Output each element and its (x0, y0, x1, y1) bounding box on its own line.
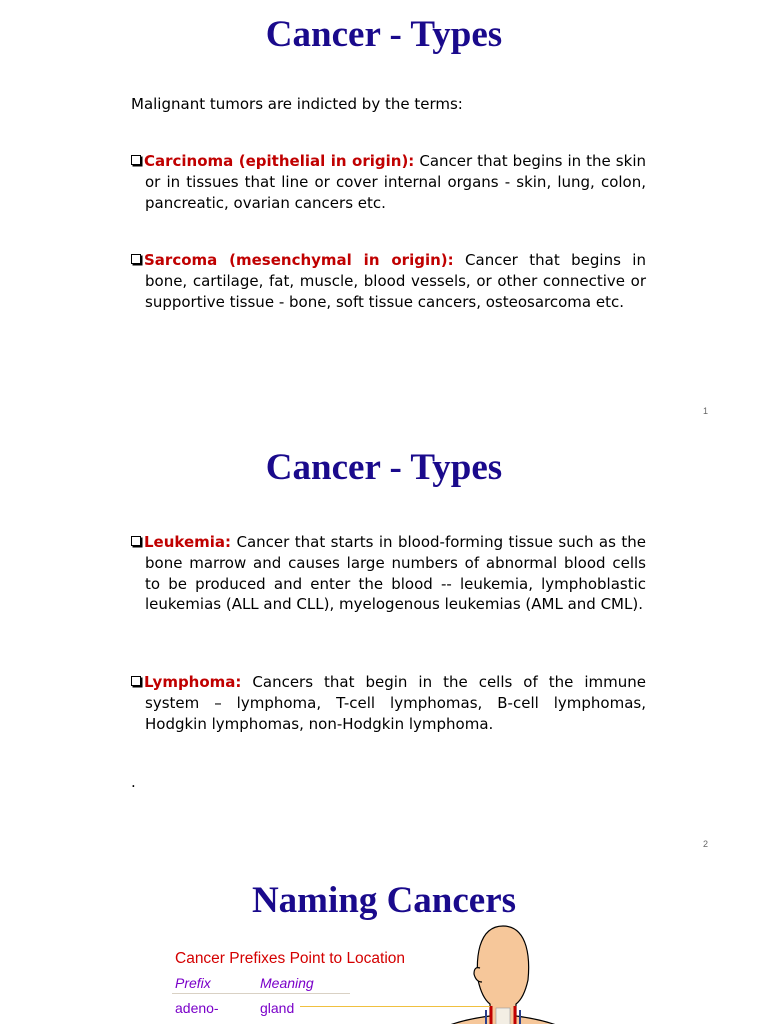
slide-title: Cancer - Types (265, 14, 503, 55)
slide-3 (0, 866, 768, 1024)
bullet-lymphoma (131, 672, 646, 734)
pointer-line (300, 1006, 490, 1007)
bullet-term: Leukemia: (144, 533, 232, 551)
bullet-term: Lymphoma: (144, 673, 242, 691)
bullet-carcinoma (131, 151, 646, 213)
slide-2 (0, 433, 768, 866)
page-number: 2 (702, 839, 708, 849)
bullet-text: Cancer that begins in bone, cartilage, fat, muscle, blood vessels, or other connective or supportive tissue - bone, soft tissue cancers, osteosarcoma etc. (145, 251, 646, 311)
bullet-leukemia (131, 532, 646, 615)
trailing-dot: . (131, 773, 136, 791)
checkbox-bullet-icon (131, 676, 141, 686)
checkbox-bullet-icon (131, 155, 141, 165)
slide-title: Naming Cancers (251, 880, 517, 921)
bullet-text: Cancer that starts in blood-forming tissue such as the bone marrow and causes large numbers of abnormal blood cells to be produced and enter the blood -- leukemia, lymphoblastic leukemias (ALL and CLL), myelogenous leukemias (AML and CML). (145, 533, 646, 614)
bullet-term: Carcinoma (epithelial in origin): (144, 152, 415, 170)
checkbox-bullet-icon (131, 536, 141, 546)
trachea-shape (496, 1008, 510, 1024)
table-divider (172, 993, 350, 994)
bullet-text: Cancer that begins in the skin or in tissues that line or cover internal organs - skin, lung, colon, pancreatic, ovarian cancers etc. (145, 152, 646, 212)
slide-1 (0, 0, 768, 433)
meaning-column-header: Meaning (260, 975, 314, 991)
human-anatomy-figure (418, 920, 578, 1024)
meaning-cell: gland (260, 1000, 295, 1016)
bullet-sarcoma (131, 250, 646, 312)
prefix-table-heading: Cancer Prefixes Point to Location (175, 950, 406, 967)
bullet-term: Sarcoma (mesenchymal in origin): (144, 251, 454, 269)
bullet-text: Cancers that begin in the cells of the immune system – lymphoma, T-cell lymphomas, B-cell lymphomas, Hodgkin lymphomas, non-Hodgkin lymphoma. (145, 673, 646, 733)
prefix-cell: adeno- (175, 1000, 219, 1016)
checkbox-bullet-icon (131, 254, 141, 264)
slide-title: Cancer - Types (265, 447, 503, 488)
prefix-column-header: Prefix (175, 975, 211, 991)
intro-text: Malignant tumors are indicted by the terms: (131, 95, 463, 113)
page-number: 1 (702, 406, 708, 416)
